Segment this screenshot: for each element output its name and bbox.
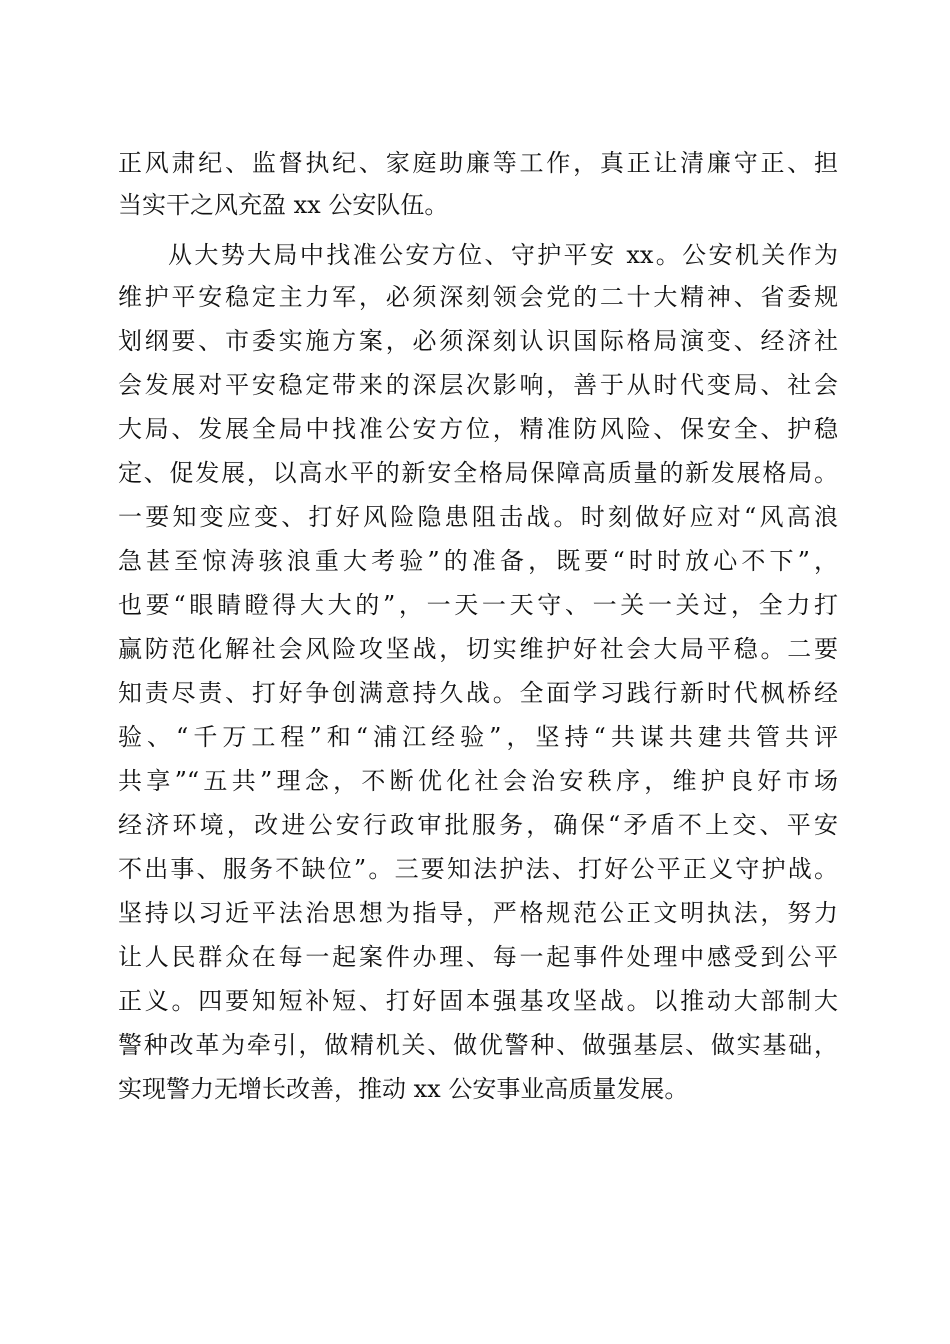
paragraph-2-line-4: 会发展对平安稳定带来的深层次影响，善于从时代变局、社会 [118,371,838,399]
paragraph-2-line-6: 定、促发展，以高水平的新安全格局保障高质量的新发展格局。 [118,459,838,487]
paragraph-2-line-17: 让人民群众在每一起案件办理、每一起事件处理中感受到公平 [118,943,838,971]
paragraph-2-line-2: 维护平安稳定主力军，必须深刻领会党的二十大精神、省委规 [118,283,838,311]
paragraph-2-line-18: 正义。四要知短补短、打好固本强基攻坚战。以推动大部制大 [118,987,838,1015]
paragraph-2-line-3: 划纲要、市委实施方案，必须深刻认识国际格局演变、经济社 [118,327,838,355]
paragraph-2-line-14: 经济环境，改进公安行政审批服务，确保“矛盾不上交、平安 [118,811,838,839]
paragraph-2-line-9: 也要“眼睛瞪得大大的”，一天一天守、一关一关过，全力打 [118,591,838,619]
paragraph-2-line-12: 验、“千万工程”和“浦江经验”，坚持“共谋共建共管共评 [118,723,838,751]
paragraph-2-line-15: 不出事、服务不缺位”。三要知法护法、打好公平正义守护战。 [118,855,838,883]
paragraph-2-line-13: 共享”“五共”理念，不断优化社会治安秩序，维护良好市场 [118,767,838,795]
paragraph-2-line-11: 知责尽责、打好争创满意持久战。全面学习践行新时代枫桥经 [118,679,838,707]
paragraph-2-line-1: 从大势大局中找准公安方位、守护平安 xx。公安机关作为 [168,241,838,269]
paragraph-2-line-7: 一要知变应变、打好风险隐患阻击战。时刻做好应对“风高浪 [118,503,838,531]
paragraph-1-line-1: 正风肃纪、监督执纪、家庭助廉等工作，真正让清廉守正、担 [118,149,838,177]
paragraph-2-line-10: 赢防范化解社会风险攻坚战，切实维护好社会大局平稳。二要 [118,635,838,663]
paragraph-2-line-8: 急甚至惊涛骇浪重大考验”的准备，既要“时时放心不下”， [118,547,838,575]
paragraph-2-line-19: 警种改革为牵引，做精机关、做优警种、做强基层、做实基础， [118,1031,838,1059]
paragraph-1-line-2: 当实干之风充盈 xx 公安队伍。 [118,191,449,219]
paragraph-2-line-20: 实现警力无增长改善，推动 xx 公安事业高质量发展。 [118,1075,689,1103]
paragraph-2-line-5: 大局、发展全局中找准公安方位，精准防风险、保安全、护稳 [118,415,838,443]
paragraph-2-line-16: 坚持以习近平法治思想为指导，严格规范公正文明执法，努力 [118,899,838,927]
